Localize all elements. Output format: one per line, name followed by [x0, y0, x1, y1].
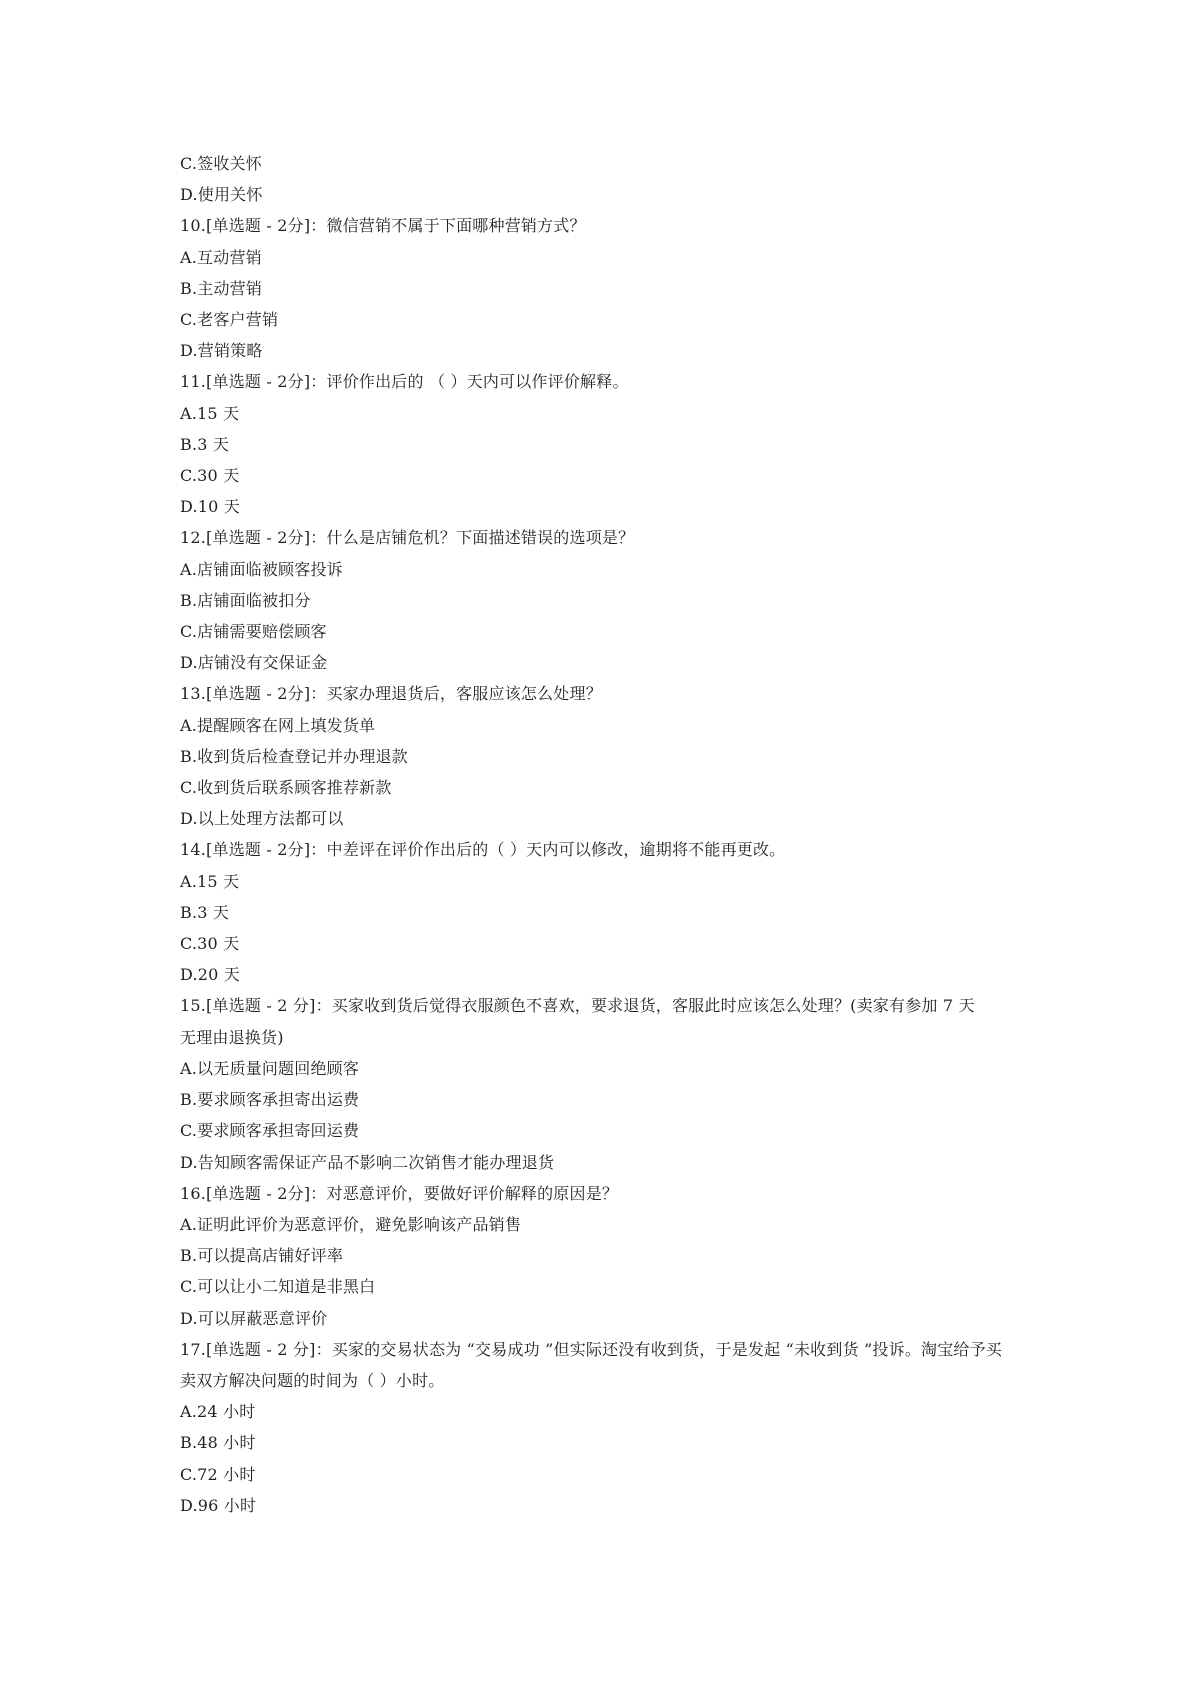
answer-option: B.店铺面临被扣分 — [180, 590, 311, 610]
answer-option: C.店铺需要赔偿顾客 — [180, 622, 327, 642]
answer-option: A.15 天 — [180, 871, 240, 891]
answer-option: B.48 小时 — [180, 1433, 256, 1453]
question-text: 15.[单选题 - 2 分]：买家收到货后觉得衣服颜色不喜欢，要求退货，客服此时应该怎么处理？(卖家有参加 7 天 — [180, 996, 975, 1016]
answer-option: D.营销策略 — [180, 341, 263, 361]
answer-option: C.30 天 — [180, 934, 240, 954]
question-text: 10.[单选题 - 2分]：微信营销不属于下面哪种营销方式？ — [180, 216, 586, 236]
answer-option: C.签收关怀 — [180, 154, 262, 173]
answer-option: C.要求顾客承担寄回运费 — [180, 1121, 360, 1141]
question-text: 12.[单选题 - 2分]：什么是店铺危机？下面描述错误的选项是？ — [180, 528, 635, 548]
answer-option: D.10 天 — [180, 497, 240, 517]
answer-option: B.要求顾客承担寄出运费 — [180, 1090, 360, 1110]
answer-option: A.互动营销 — [180, 247, 262, 267]
question — [180, 522, 1020, 553]
question — [180, 366, 1020, 397]
answer-option: C.老客户营销 — [180, 310, 279, 330]
answer-option: D.20 天 — [180, 965, 240, 985]
answer-option: A.证明此评价为恶意评价，避免影响该产品销售 — [180, 1214, 522, 1234]
answer-option: B.3 天 — [180, 434, 230, 454]
question — [180, 210, 1020, 241]
answer-option: B.主动营销 — [180, 278, 263, 298]
answer-option: C.收到货后联系顾客推荐新款 — [180, 778, 392, 798]
answer-option: A.15 天 — [180, 403, 240, 423]
answer-option: A.提醒顾客在网上填发货单 — [180, 715, 376, 735]
answer-option: D.告知顾客需保证产品不影响二次销售才能办理退货 — [180, 1152, 555, 1172]
answer-option: C.可以让小二知道是非黑白 — [180, 1277, 376, 1297]
question-text: 16.[单选题 - 2分]：对恶意评价，要做好评价解释的原因是？ — [180, 1183, 619, 1203]
question — [180, 1334, 1020, 1396]
answer-option: B.收到货后检查登记并办理退款 — [180, 746, 408, 766]
question-text: 14.[单选题 - 2分]：中差评在评价作出后的（ ）天内可以修改，逾期将不能再更改。 — [180, 840, 786, 860]
answer-option: C.30 天 — [180, 466, 240, 486]
answer-option: B.3 天 — [180, 902, 230, 922]
question — [180, 834, 1020, 865]
answer-option: D.可以屏蔽恶意评价 — [180, 1308, 328, 1328]
answer-option: A.24 小时 — [180, 1402, 256, 1422]
question-text-continued: 卖双方解决问题的时间为（ ）小时。 — [180, 1370, 445, 1390]
answer-option: C.72 小时 — [180, 1464, 256, 1484]
question-text-continued: 无理由退换货) — [180, 1027, 284, 1047]
answer-option: D.使用关怀 — [180, 185, 263, 205]
answer-option: D.店铺没有交保证金 — [180, 653, 328, 673]
answer-option: A.以无质量问题回绝顾客 — [180, 1058, 360, 1078]
answer-option: D.以上处理方法都可以 — [180, 809, 344, 829]
question-text: 13.[单选题 - 2分]：买家办理退货后，客服应该怎么处理？ — [180, 684, 602, 704]
answer-option: D.96 小时 — [180, 1495, 257, 1515]
question-text: 11.[单选题 - 2分]：评价作出后的 （ ）天内可以作评价解释。 — [180, 372, 629, 392]
question-text: 17.[单选题 - 2 分]：买家的交易状态为 “交易成功 ”但实际还没有收到货，于是发起 “未收到货 ”投诉。淘宝给予买 — [180, 1339, 1003, 1359]
question — [180, 1178, 1020, 1209]
question-list — [180, 148, 1020, 1521]
question — [180, 990, 1020, 1052]
answer-option: B.可以提高店铺好评率 — [180, 1246, 344, 1266]
question — [180, 678, 1020, 709]
answer-option: A.店铺面临被顾客投诉 — [180, 559, 343, 579]
